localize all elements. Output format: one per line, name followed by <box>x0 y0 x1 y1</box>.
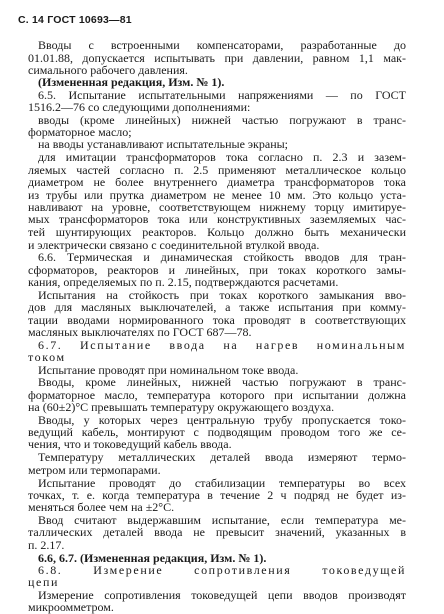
text-line: тации вводами нормированного тока проводят в соответствующих <box>28 313 406 327</box>
text-line: (Измененная редакция, Изм. № 1). <box>38 75 225 89</box>
text-line: из трубы или прутка диаметром не менее 10 мм. Это кольцо уста- <box>28 188 406 202</box>
text-line: 6.6. Термическая и динамическая стойкость вводов для тран- <box>38 250 406 264</box>
text-line: диаметром не более внутреннего диаметра трансформаторов тока <box>28 175 406 189</box>
text-line: Испытания на стойкость при токах короткого замыкания вво- <box>38 288 406 302</box>
text-line: меняться более чем на ±2°С. <box>28 500 175 514</box>
text-line: чения, что и токоведущий кабель ввода. <box>28 437 232 451</box>
text-line: и электрически связано с соединительной втулкой ввода. <box>28 238 320 252</box>
text-line: вводы (кроме линейных) нижней частью погружают в транс- <box>38 113 406 127</box>
text-line: 01.01.88, допускается испытывать при давлении, равном 1,1 мак- <box>28 51 406 65</box>
text-line: Испытание проводят до стабилизации температуры во всех <box>38 476 406 490</box>
text-line: форматорное масло, температура которого при испытании должна <box>28 388 406 402</box>
text-line: симального рабочего давления. <box>28 63 188 77</box>
text-line: тей шунтирующих реакторов. Кольцо должно быть механически <box>28 225 406 239</box>
text-line: метром или термопарами. <box>28 463 161 477</box>
text-line: 6.6, 6.7. (Измененная редакция, Изм. № 1). <box>38 551 267 565</box>
text-line: 6.7. Испытание ввода на нагрев номинальным <box>38 338 406 352</box>
text-line: Измерение сопротивления токоведущей цепи вводов производят <box>38 588 406 602</box>
text-line: навливают на уровне, соответствующем нижнему торцу имитируе- <box>28 200 406 214</box>
text-line: Вводы, у которых через центральную трубу пропускается токо- <box>38 413 406 427</box>
text-line: точках, т. е. когда температура в течение 2 ч подряд не будет из- <box>28 488 406 502</box>
text-line: мых трансформаторов тока или конструктивных заземляемых час- <box>28 212 406 226</box>
text-line: дов для масляных выключателей, а также испытания при комму- <box>28 300 406 314</box>
text-line: сформаторов, реакторов и линейных, при токах короткого замы- <box>28 263 406 277</box>
text-line: ведущий кабель, монтируют с подводящим проводом того же се- <box>28 425 406 439</box>
text-line: током <box>28 350 66 364</box>
text-line: форматорное масло; <box>28 125 132 139</box>
text-line: для имитации трансформаторов тока согласно п. 2.3 и зазем- <box>38 150 406 164</box>
text-line: микроомметром. <box>28 600 114 614</box>
text-line: Температуру металлических деталей ввода измеряют термо- <box>38 450 406 464</box>
text-line: 6.5. Испытание испытательными напряжениями — по ГОСТ <box>38 88 406 102</box>
text-line: цепи <box>28 575 59 589</box>
text-line: ляемых частей согласно п. 2.5 применяют металлическое кольцо <box>28 163 406 177</box>
text-line: 6.8. Измерение сопротивления токоведущей <box>38 563 406 577</box>
text-line: масляных выключателях по ГОСТ 687—78. <box>28 325 252 339</box>
text-line: на (60±2)°С превышать температуру окружающего воздуха. <box>28 400 335 414</box>
text-line: таллических деталей ввода не превысит значений, указанных в <box>28 525 406 539</box>
text-line: 1516.2—76 со следующими дополнениями: <box>28 100 251 114</box>
text-line: кания, определяемых по п. 2.15, подтверждаются расчетами. <box>28 275 339 289</box>
page-header: С. 14 ГОСТ 10693—81 <box>18 14 132 26</box>
text-line: Испытание проводят при номинальном токе ввода. <box>38 363 299 377</box>
text-line: Вводы, кроме линейных, нижней частью погружают в транс- <box>38 375 406 389</box>
text-line: Ввод считают выдержавшим испытание, если температура ме- <box>38 513 406 527</box>
text-line: Вводы с встроенными компенсаторами, разработанные до <box>38 38 406 52</box>
text-line: п. 2.17. <box>28 538 65 552</box>
text-line: на вводы устанавливают испытательные экраны; <box>38 137 289 151</box>
